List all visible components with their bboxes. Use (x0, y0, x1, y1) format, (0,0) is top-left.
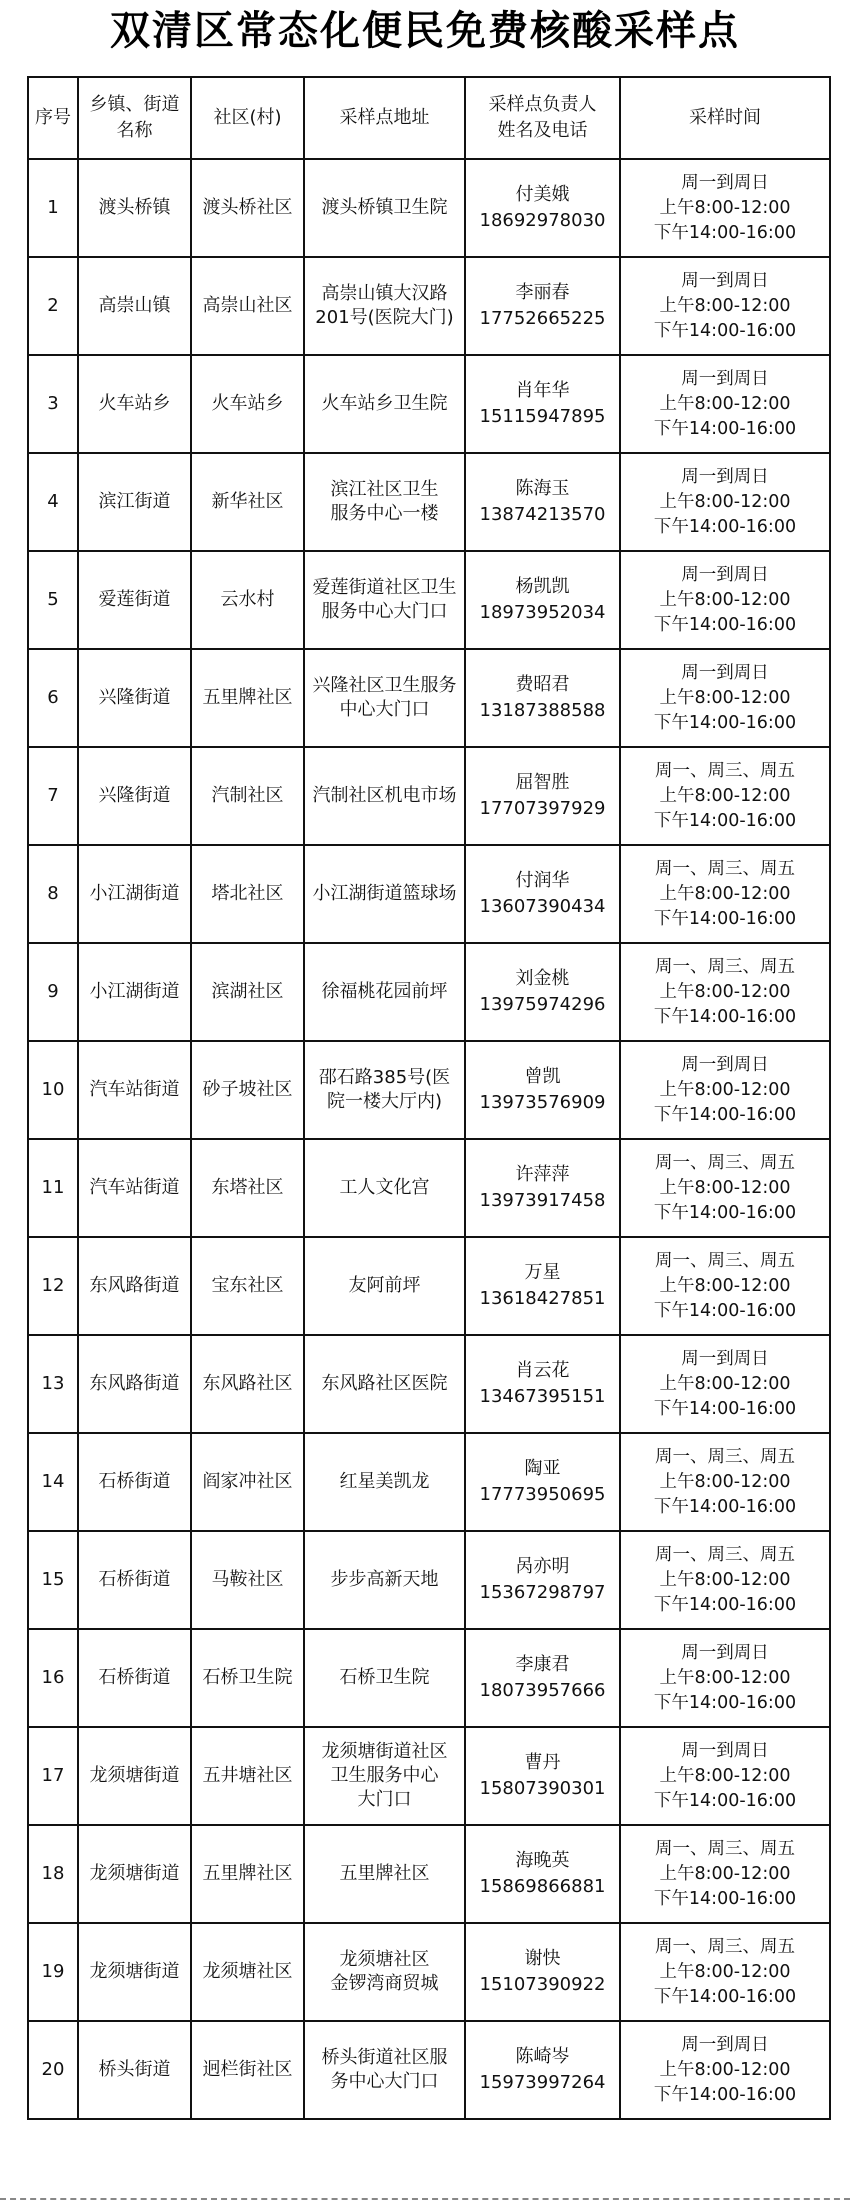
cell-community: 龙须塘社区 (191, 1923, 304, 2021)
schedule-days: 周一到周日 (681, 1740, 769, 1761)
cell-town: 龙须塘街道 (78, 1923, 191, 2021)
cell-community: 宝东社区 (191, 1237, 304, 1335)
cell-community: 阎家冲社区 (191, 1433, 304, 1531)
cell-community: 云水村 (191, 551, 304, 649)
bottom-divider (0, 2198, 850, 2200)
schedule-days: 周一、周三、周五 (655, 1544, 795, 1565)
contact-phone: 18692978030 (479, 210, 606, 231)
cell-community: 高崇山社区 (191, 257, 304, 355)
header-community: 社区(村) (191, 77, 304, 159)
schedule-pm: 下午14:00-16:00 (653, 1006, 797, 1027)
cell-time (620, 845, 830, 943)
header-town: 乡镇、街道 名称 (78, 77, 191, 159)
schedule-days: 周一到周日 (681, 564, 769, 585)
cell-town: 汽车站街道 (78, 1041, 191, 1139)
contact-phone: 13973576909 (479, 1092, 606, 1113)
schedule-am: 上午8:00-12:00 (659, 1275, 791, 1296)
cell-town: 滨江街道 (78, 453, 191, 551)
schedule-pm: 下午14:00-16:00 (653, 1202, 797, 1223)
contact-phone: 17752665225 (479, 308, 606, 329)
contact-name: 曹丹 (524, 1752, 561, 1773)
cell-no: 13 (28, 1335, 78, 1433)
cell-town: 渡头桥镇 (78, 159, 191, 257)
schedule-days: 周一到周日 (681, 270, 769, 291)
contact-phone: 18973952034 (479, 602, 606, 623)
cell-no: 5 (28, 551, 78, 649)
contact-name: 呙亦明 (515, 1556, 570, 1577)
cell-address (304, 1727, 465, 1825)
address-line: 石桥卫生院 (339, 1667, 430, 1688)
cell-address (304, 1923, 465, 2021)
cell-town: 爱莲街道 (78, 551, 191, 649)
cell-time (620, 1041, 830, 1139)
header-address: 采样点地址 (304, 77, 465, 159)
table-row (28, 845, 830, 943)
cell-time (620, 1335, 830, 1433)
contact-name: 屈智胜 (515, 772, 570, 793)
contact-phone: 13973917458 (479, 1190, 606, 1211)
contact-name: 谢快 (524, 1948, 561, 1969)
cell-time (620, 1531, 830, 1629)
cell-town: 石桥街道 (78, 1629, 191, 1727)
header-row (28, 77, 830, 159)
table-row (28, 355, 830, 453)
contact-phone: 15973997264 (479, 2072, 606, 2093)
cell-no: 10 (28, 1041, 78, 1139)
contact-name: 杨凯凯 (515, 576, 570, 597)
contact-name: 付美娥 (515, 184, 570, 205)
cell-time (620, 649, 830, 747)
schedule-am: 上午8:00-12:00 (659, 1373, 791, 1394)
cell-community: 火车站乡 (191, 355, 304, 453)
contact-phone: 13975974296 (479, 994, 606, 1015)
address-line: 龙须塘街道社区 (321, 1741, 448, 1762)
table-body (28, 159, 830, 2119)
schedule-days: 周一、周三、周五 (655, 1446, 795, 1467)
cell-contact (465, 1335, 620, 1433)
cell-town: 兴隆街道 (78, 747, 191, 845)
cell-town: 龙须塘街道 (78, 1727, 191, 1825)
schedule-am: 上午8:00-12:00 (659, 197, 791, 218)
address-line: 201号(医院大门) (315, 307, 454, 328)
address-line: 大门口 (357, 1789, 412, 1810)
contact-name: 陈崎岑 (515, 2046, 570, 2067)
schedule-am: 上午8:00-12:00 (659, 687, 791, 708)
cell-no: 19 (28, 1923, 78, 2021)
cell-address (304, 2021, 465, 2119)
schedule-pm: 下午14:00-16:00 (653, 1300, 797, 1321)
contact-name: 许萍萍 (515, 1164, 570, 1185)
schedule-days: 周一、周三、周五 (655, 1152, 795, 1173)
cell-town: 龙须塘街道 (78, 1825, 191, 1923)
cell-town: 高崇山镇 (78, 257, 191, 355)
header-no: 序号 (28, 77, 78, 159)
cell-contact (465, 1237, 620, 1335)
contact-name: 陶亚 (524, 1458, 561, 1479)
contact-name: 李康君 (515, 1654, 570, 1675)
cell-contact (465, 845, 620, 943)
cell-community: 滨湖社区 (191, 943, 304, 1041)
contact-name: 肖云花 (515, 1360, 570, 1381)
contact-phone: 17773950695 (479, 1484, 606, 1505)
address-line: 红星美凯龙 (339, 1471, 430, 1492)
schedule-am: 上午8:00-12:00 (659, 1177, 791, 1198)
cell-contact (465, 943, 620, 1041)
address-line: 桥头街道社区服 (321, 2047, 448, 2068)
schedule-pm: 下午14:00-16:00 (653, 1986, 797, 2007)
schedule-days: 周一、周三、周五 (655, 1250, 795, 1271)
schedule-am: 上午8:00-12:00 (659, 785, 791, 806)
cell-contact (465, 453, 620, 551)
cell-no: 15 (28, 1531, 78, 1629)
contact-name: 费昭君 (515, 674, 570, 695)
cell-contact (465, 1433, 620, 1531)
cell-town: 火车站乡 (78, 355, 191, 453)
cell-address (304, 1237, 465, 1335)
address-line: 中心大门口 (339, 699, 430, 720)
contact-name: 付润华 (515, 870, 570, 891)
cell-time (620, 551, 830, 649)
cell-community: 塔北社区 (191, 845, 304, 943)
cell-address (304, 257, 465, 355)
sampling-sites-table (27, 76, 831, 2120)
schedule-days: 周一、周三、周五 (655, 760, 795, 781)
cell-no: 16 (28, 1629, 78, 1727)
cell-address (304, 1629, 465, 1727)
cell-no: 3 (28, 355, 78, 453)
address-line: 爱莲街道社区卫生 (312, 577, 457, 598)
cell-contact (465, 649, 620, 747)
schedule-pm: 下午14:00-16:00 (653, 2084, 797, 2105)
cell-no: 2 (28, 257, 78, 355)
address-line: 友阿前坪 (348, 1275, 421, 1296)
cell-community: 五里牌社区 (191, 649, 304, 747)
address-line: 服务中心大门口 (321, 601, 448, 622)
table-row (28, 1433, 830, 1531)
cell-time (620, 257, 830, 355)
table-row (28, 159, 830, 257)
schedule-pm: 下午14:00-16:00 (653, 810, 797, 831)
contact-phone: 13618427851 (479, 1288, 606, 1309)
address-line: 汽制社区机电市场 (312, 785, 457, 806)
cell-contact (465, 551, 620, 649)
schedule-pm: 下午14:00-16:00 (653, 1790, 797, 1811)
schedule-pm: 下午14:00-16:00 (653, 908, 797, 929)
schedule-pm: 下午14:00-16:00 (653, 1594, 797, 1615)
cell-no: 1 (28, 159, 78, 257)
schedule-pm: 下午14:00-16:00 (653, 614, 797, 635)
table-row (28, 747, 830, 845)
cell-contact (465, 1825, 620, 1923)
cell-time (620, 943, 830, 1041)
schedule-am: 上午8:00-12:00 (659, 295, 791, 316)
cell-contact (465, 1629, 620, 1727)
cell-time (620, 355, 830, 453)
table-row (28, 551, 830, 649)
cell-address (304, 747, 465, 845)
cell-time (620, 1923, 830, 2021)
cell-address (304, 355, 465, 453)
schedule-days: 周一、周三、周五 (655, 858, 795, 879)
header-time: 采样时间 (620, 77, 830, 159)
cell-time (620, 1825, 830, 1923)
cell-time (620, 1139, 830, 1237)
contact-phone: 13874213570 (479, 504, 606, 525)
cell-town: 汽车站街道 (78, 1139, 191, 1237)
cell-time (620, 1237, 830, 1335)
table-row (28, 1629, 830, 1727)
page-title: 双清区常态化便民免费核酸采样点 (110, 8, 740, 54)
schedule-am: 上午8:00-12:00 (659, 393, 791, 414)
address-line: 院一楼大厅内) (326, 1091, 443, 1112)
cell-contact (465, 1041, 620, 1139)
cell-community: 新华社区 (191, 453, 304, 551)
table-row (28, 1237, 830, 1335)
cell-address (304, 943, 465, 1041)
schedule-pm: 下午14:00-16:00 (653, 1104, 797, 1125)
contact-phone: 15115947895 (479, 406, 606, 427)
contact-phone: 13467395151 (479, 1386, 606, 1407)
schedule-days: 周一到周日 (681, 466, 769, 487)
table-row (28, 1923, 830, 2021)
cell-community: 砂子坡社区 (191, 1041, 304, 1139)
cell-time (620, 1629, 830, 1727)
cell-contact (465, 257, 620, 355)
schedule-am: 上午8:00-12:00 (659, 1667, 791, 1688)
cell-address (304, 1433, 465, 1531)
schedule-days: 周一到周日 (681, 2034, 769, 2055)
table-row (28, 1041, 830, 1139)
contact-name: 肖年华 (515, 380, 570, 401)
table-row (28, 1335, 830, 1433)
schedule-am: 上午8:00-12:00 (659, 1765, 791, 1786)
schedule-am: 上午8:00-12:00 (659, 491, 791, 512)
cell-address (304, 453, 465, 551)
cell-no: 8 (28, 845, 78, 943)
schedule-pm: 下午14:00-16:00 (653, 516, 797, 537)
header-contact: 采样点负责人 姓名及电话 (465, 77, 620, 159)
cell-contact (465, 2021, 620, 2119)
schedule-pm: 下午14:00-16:00 (653, 1398, 797, 1419)
schedule-days: 周一到周日 (681, 1642, 769, 1663)
cell-community: 汽制社区 (191, 747, 304, 845)
address-line: 龙须塘社区 (339, 1949, 430, 1970)
schedule-am: 上午8:00-12:00 (659, 2059, 791, 2080)
cell-town: 小江湖街道 (78, 845, 191, 943)
schedule-pm: 下午14:00-16:00 (653, 712, 797, 733)
schedule-pm: 下午14:00-16:00 (653, 320, 797, 341)
cell-contact (465, 1531, 620, 1629)
cell-community: 东风路社区 (191, 1335, 304, 1433)
schedule-days: 周一到周日 (681, 1348, 769, 1369)
address-line: 服务中心一楼 (330, 503, 439, 524)
cell-no: 12 (28, 1237, 78, 1335)
address-line: 兴隆社区卫生服务 (312, 675, 457, 696)
cell-address (304, 1825, 465, 1923)
schedule-am: 上午8:00-12:00 (659, 1079, 791, 1100)
contact-name: 刘金桃 (515, 968, 570, 989)
schedule-days: 周一到周日 (681, 1054, 769, 1075)
address-line: 务中心大门口 (330, 2071, 439, 2092)
cell-address (304, 649, 465, 747)
cell-time (620, 159, 830, 257)
contact-phone: 15367298797 (479, 1582, 606, 1603)
cell-contact (465, 747, 620, 845)
contact-phone: 15869866881 (479, 1876, 606, 1897)
cell-address (304, 1531, 465, 1629)
cell-no: 18 (28, 1825, 78, 1923)
address-line: 步步高新天地 (330, 1569, 439, 1590)
schedule-am: 上午8:00-12:00 (659, 1471, 791, 1492)
cell-no: 17 (28, 1727, 78, 1825)
schedule-am: 上午8:00-12:00 (659, 589, 791, 610)
cell-address (304, 551, 465, 649)
schedule-days: 周一到周日 (681, 662, 769, 683)
schedule-am: 上午8:00-12:00 (659, 981, 791, 1002)
address-line: 卫生服务中心 (330, 1765, 439, 1786)
cell-town: 石桥街道 (78, 1433, 191, 1531)
cell-address (304, 159, 465, 257)
contact-name: 李丽春 (515, 282, 570, 303)
cell-no: 11 (28, 1139, 78, 1237)
table-row (28, 257, 830, 355)
cell-contact (465, 1923, 620, 2021)
contact-phone: 13607390434 (479, 896, 606, 917)
schedule-pm: 下午14:00-16:00 (653, 222, 797, 243)
cell-community: 五里牌社区 (191, 1825, 304, 1923)
address-line: 高崇山镇大汉路 (321, 283, 448, 304)
cell-community: 东塔社区 (191, 1139, 304, 1237)
cell-address (304, 1041, 465, 1139)
schedule-pm: 下午14:00-16:00 (653, 418, 797, 439)
cell-no: 6 (28, 649, 78, 747)
table-row (28, 649, 830, 747)
cell-town: 小江湖街道 (78, 943, 191, 1041)
cell-town: 兴隆街道 (78, 649, 191, 747)
contact-phone: 15107390922 (479, 1974, 606, 1995)
cell-contact (465, 1139, 620, 1237)
cell-no: 20 (28, 2021, 78, 2119)
table-row (28, 1139, 830, 1237)
table-row (28, 2021, 830, 2119)
cell-contact (465, 159, 620, 257)
contact-name: 万星 (524, 1262, 561, 1283)
address-line: 五里牌社区 (339, 1863, 430, 1884)
schedule-am: 上午8:00-12:00 (659, 883, 791, 904)
cell-no: 9 (28, 943, 78, 1041)
address-line: 渡头桥镇卫生院 (321, 197, 448, 218)
schedule-am: 上午8:00-12:00 (659, 1569, 791, 1590)
contact-phone: 17707397929 (479, 798, 606, 819)
table-row (28, 943, 830, 1041)
cell-address (304, 1335, 465, 1433)
cell-address (304, 845, 465, 943)
schedule-am: 上午8:00-12:00 (659, 1961, 791, 1982)
address-line: 工人文化宫 (339, 1177, 430, 1198)
cell-no: 4 (28, 453, 78, 551)
cell-contact (465, 1727, 620, 1825)
contact-phone: 15807390301 (479, 1778, 606, 1799)
cell-community: 五井塘社区 (191, 1727, 304, 1825)
schedule-days: 周一、周三、周五 (655, 1936, 795, 1957)
contact-name: 海晚英 (515, 1850, 570, 1871)
schedule-pm: 下午14:00-16:00 (653, 1888, 797, 1909)
cell-town: 东风路街道 (78, 1335, 191, 1433)
schedule-pm: 下午14:00-16:00 (653, 1496, 797, 1517)
cell-town: 东风路街道 (78, 1237, 191, 1335)
cell-no: 7 (28, 747, 78, 845)
cell-time (620, 747, 830, 845)
cell-no: 14 (28, 1433, 78, 1531)
cell-address (304, 1139, 465, 1237)
cell-community: 迥栏街社区 (191, 2021, 304, 2119)
cell-time (620, 2021, 830, 2119)
cell-community: 渡头桥社区 (191, 159, 304, 257)
address-line: 滨江社区卫生 (330, 479, 439, 500)
cell-community: 石桥卫生院 (191, 1629, 304, 1727)
address-line: 小江湖街道篮球场 (312, 883, 457, 904)
schedule-days: 周一到周日 (681, 172, 769, 193)
contact-phone: 18073957666 (479, 1680, 606, 1701)
schedule-days: 周一、周三、周五 (655, 1838, 795, 1859)
cell-town: 石桥街道 (78, 1531, 191, 1629)
cell-time (620, 1727, 830, 1825)
schedule-days: 周一、周三、周五 (655, 956, 795, 977)
address-line: 邵石路385号(医 (318, 1067, 451, 1088)
contact-phone: 13187388588 (479, 700, 606, 721)
cell-time (620, 453, 830, 551)
schedule-days: 周一到周日 (681, 368, 769, 389)
address-line: 东风路社区医院 (321, 1373, 448, 1394)
address-line: 徐福桃花园前坪 (321, 981, 448, 1002)
cell-town: 桥头街道 (78, 2021, 191, 2119)
table-row (28, 1825, 830, 1923)
schedule-pm: 下午14:00-16:00 (653, 1692, 797, 1713)
cell-contact (465, 355, 620, 453)
contact-name: 陈海玉 (515, 478, 570, 499)
table-row (28, 453, 830, 551)
cell-time (620, 1433, 830, 1531)
address-line: 金锣湾商贸城 (330, 1973, 439, 1994)
cell-community: 马鞍社区 (191, 1531, 304, 1629)
contact-name: 曾凯 (524, 1066, 561, 1087)
table-row (28, 1531, 830, 1629)
address-line: 火车站乡卫生院 (321, 393, 448, 414)
table-row (28, 1727, 830, 1825)
schedule-am: 上午8:00-12:00 (659, 1863, 791, 1884)
